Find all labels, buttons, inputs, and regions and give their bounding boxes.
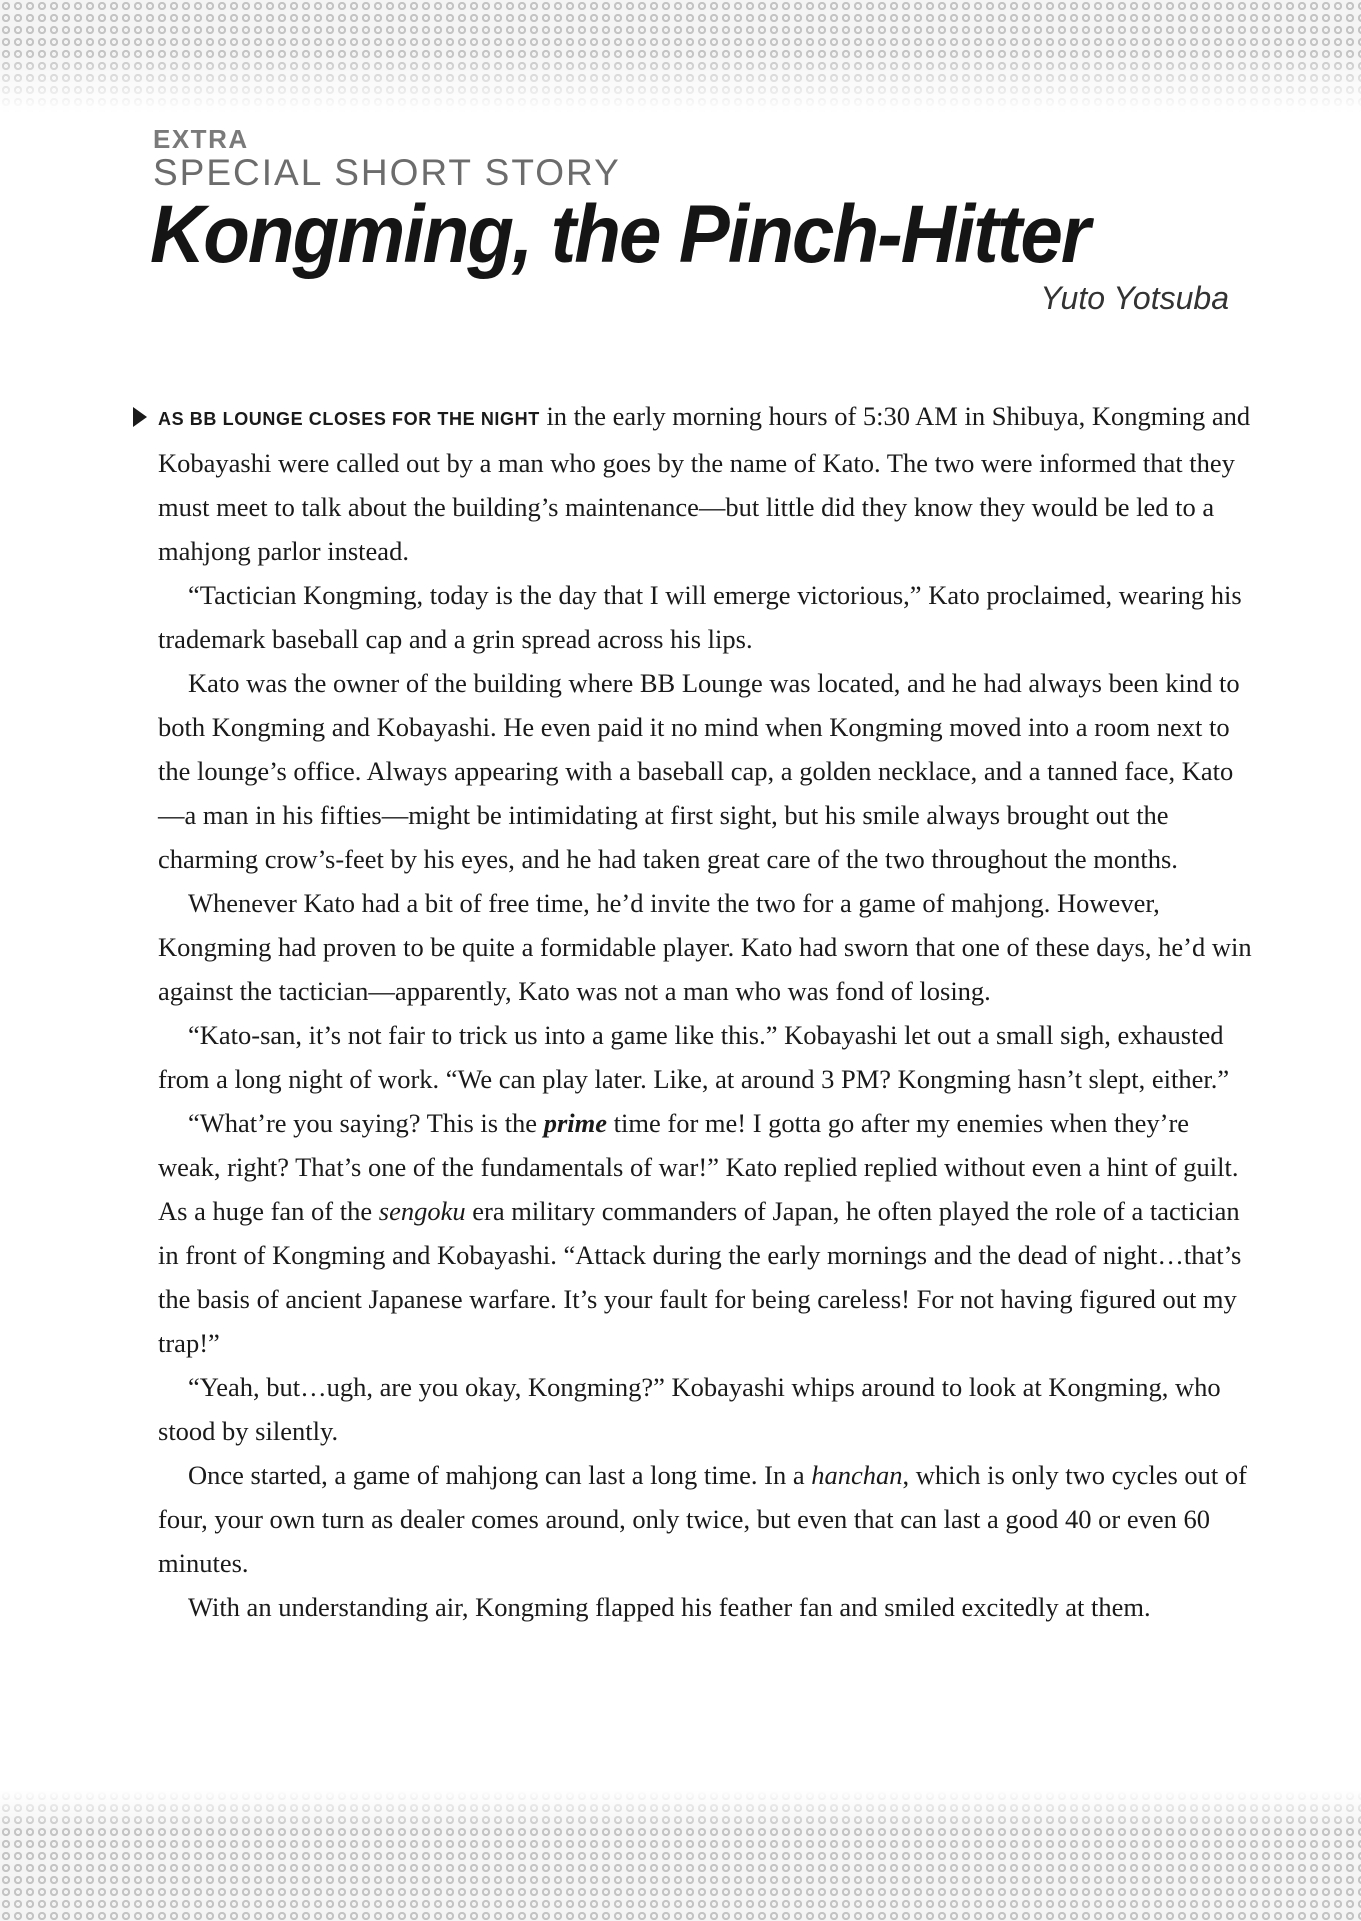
- paragraph: With an understanding air, Kongming flapped his feather fan and smiled excitedly at them.: [188, 1592, 1151, 1622]
- author-name: Yuto Yotsuba: [1040, 280, 1229, 316]
- paragraph-text: time for me! I gotta go after my enemies when they’re weak, right? That’s one of the fundamentals of war!” Kato replied replied without even a hint of guilt. As a huge fan of the: [158, 1108, 1239, 1226]
- lead-arrow-icon: [133, 407, 147, 427]
- paragraph: Whenever Kato had a bit of free time, he’d invite the two for a game of mahjong. However, Kongming had proven to be quite a formidable player. Kato had sworn that one of these days, he’d win against the tactician—apparently, Kato was not a man who was fond of losing.: [158, 888, 1252, 1006]
- paragraph: [158, 1453, 1252, 1585]
- paragraph-text: “What’re you saying? This is the: [188, 1108, 544, 1138]
- paragraph: “Kato-san, it’s not fair to trick us into a game like this.” Kobayashi let out a small sigh, exhausted from a long night of work. “We can play later. Like, at around 3 PM? Kongming hasn’t slept, either.”: [158, 1020, 1230, 1094]
- paragraph: Kato was the owner of the building where BB Lounge was located, and he had always been kind to both Kongming and Kobayashi. He even paid it no mind when Kongming moved into a room next to the lounge’s office. Always appearing with a baseball cap, a golden necklace, and a tanned face, Kato—a man in his fifties—might be intimidating at first sight, but his smile always brought out the charming crow’s-feet by his eyes, and he had taken great care of the two throughout the months.: [158, 668, 1240, 874]
- paragraph-text: , which is only two cycles out of four, your own turn as dealer comes around, only twice, but even that can last a good 40 or even 60 minutes.: [158, 1460, 1247, 1578]
- extra-label: EXTRA: [153, 124, 249, 154]
- italic-term: sengoku: [378, 1196, 466, 1226]
- special-short-story-subtitle: SPECIAL SHORT STORY: [153, 152, 621, 193]
- paragraph-text: era military commanders of Japan, he often played the role of a tactician in front of Kongming and Kobayashi. “Attack during the early mornings and the dead of night…that’s the basis of ancient Japanese warfare. It’s your fault for being careless! For not having figured out my trap!”: [158, 1196, 1242, 1358]
- top-halftone-band: [0, 0, 1361, 112]
- story-title: Kongming, the Pinch-Hitter: [150, 189, 1089, 280]
- story-body: [158, 394, 1252, 1629]
- paragraph-text: Once started, a game of mahjong can last a long time. In a: [188, 1460, 812, 1490]
- paragraph: [158, 394, 1252, 573]
- paragraph: “Tactician Kongming, today is the day that I will emerge victorious,” Kato proclaimed, wearing his trademark baseball cap and a grin spread across his lips.: [158, 580, 1242, 654]
- emphasis-text: prime: [543, 1108, 608, 1138]
- paragraph: “Yeah, but…ugh, are you okay, Kongming?” Kobayashi whips around to look at Kongming, who stood by silently.: [158, 1372, 1221, 1446]
- bottom-halftone-band: [0, 1790, 1361, 1921]
- paragraph: [158, 1101, 1252, 1365]
- lead-in-caps: AS BB LOUNGE CLOSES FOR THE NIGHT: [158, 409, 540, 429]
- paragraph-text: in the early morning hours of 5:30 AM in Shibuya, Kongming and Kobayashi were called out by a man who goes by the name of Kato. The two were informed that they must meet to talk about the building’s maintenance—but little did they know they would be led to a mahjong parlor instead.: [158, 401, 1251, 566]
- italic-term: hanchan: [811, 1460, 903, 1490]
